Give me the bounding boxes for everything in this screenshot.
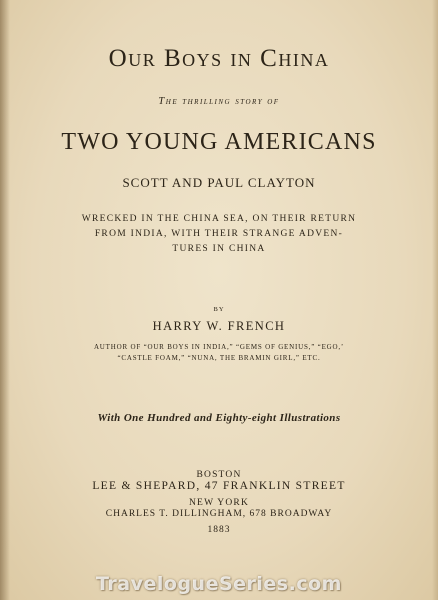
other-works-line: AUTHOR OF “OUR BOYS IN INDIA,” “GEMS OF GENIUS,” “EGO,’ (93, 343, 345, 351)
description-line: TURES IN CHINA (172, 244, 266, 254)
description-line: WRECKED IN THE CHINA SEA, ON THEIR RETURN (81, 214, 357, 224)
other-works-line: “CASTLE FOAM,” “NUNA, THE BRAMIN GIRL,” ETC. (117, 354, 321, 362)
heading: TWO YOUNG AMERICANS (61, 129, 377, 155)
illustrations-note: With One Hundred and Eighty-eight Illustrations (97, 412, 341, 424)
watermark: TravelogueSeries.com (96, 573, 342, 595)
by-label: BY (213, 306, 225, 313)
protagonist-names: SCOTT AND PAUL CLAYTON (122, 175, 316, 190)
publisher-line: LEE & SHEPARD, 47 FRANKLIN STREET (92, 480, 346, 492)
publisher-line: CHARLES T. DILLINGHAM, 678 BROADWAY (105, 509, 333, 519)
author-name: HARRY W. FRENCH (152, 319, 286, 333)
publisher-city: NEW YORK (189, 498, 249, 508)
description-line: FROM INDIA, WITH THEIR STRANGE ADVEN- (94, 229, 344, 239)
publication-year: 1883 (207, 525, 231, 535)
book-subtitle: The thrilling story of (158, 96, 280, 107)
publisher-city: BOSTON (196, 470, 242, 480)
book-title: Our Boys in China (108, 45, 330, 72)
